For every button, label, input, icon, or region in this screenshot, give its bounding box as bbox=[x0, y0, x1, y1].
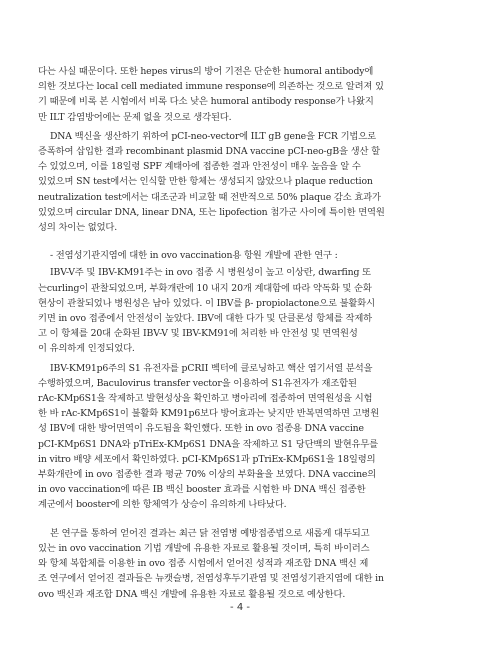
paragraph-ibv-strains bbox=[38, 265, 444, 356]
text-line: neutralization test에서는 대조군과 비교할 때 전반적으로 50% plaque 감소 효과가 bbox=[38, 191, 381, 203]
text-line: 만 ILT 감염방어에는 문제 없을 것으로 생각된다. bbox=[38, 111, 232, 123]
text-line: 성 IBV에 대한 방어면역이 유도됨을 확인했다. 또한 in ovo 접종용 DNA vaccine bbox=[38, 423, 364, 435]
section-heading-text: - 전염성기관지염에 대한 in ovo vaccination용 항원 개발에 관한 연구 : bbox=[50, 250, 338, 262]
text-line: 수행하였으며, Baculovirus transfer vector을 이용하여 S1유전자가 재조합된 bbox=[38, 377, 357, 389]
text-line: 고 이 항체를 20대 순화된 IBV-V 및 IBV-KM91에 처리한 바 안전성 및 면역원성 bbox=[38, 328, 358, 340]
text-line: in vitro 배양 세포에서 확인하였다. pCI-KMp6S1과 pTriEx-KMp6S1을 18일령의 bbox=[38, 453, 376, 465]
text-line: 수 있었으며, 이를 18일령 SPF 계태아에 접종한 결과 안전성이 매우 높음을 알 수 bbox=[38, 161, 361, 173]
paragraph-dna-vaccine bbox=[38, 129, 444, 235]
text-line: 키면 in ovo 접종에서 안전성이 높았다. IBV에 대한 다가 및 단클론성 항체를 작제하 bbox=[38, 313, 372, 325]
text-line: rAc-KMp6S1을 작제하고 발현성상을 확인하고 병아리에 접종하여 면역원성을 시험 bbox=[38, 393, 373, 405]
text-line: 한 바 rAc-KMp6S1이 불활화 KM91p6보다 방어효과는 낮지만 반복면역하면 고병원 bbox=[38, 408, 380, 420]
text-line: in ovo vaccination에 따른 IB 백신 booster 효과를 시험한 바 DNA 백신 접종한 bbox=[38, 484, 366, 496]
text-line: ovo 백신과 재조합 DNA 백신 개발에 유용한 자료로 활용될 것으로 예상한다. bbox=[38, 588, 346, 600]
text-line: 현상이 관찰되었나 병원성은 남아 있었다. 이 IBV를 β- propiolactone으로 불활화시 bbox=[38, 297, 375, 309]
text-line: 다는 사실 때문이다. 또한 hepes virus의 방어 기전은 단순한 humoral antibody에 bbox=[38, 66, 374, 77]
text-line: 있었으며 SN test에서는 인식할 만한 항체는 생성되지 않았으나 plaque reduction bbox=[38, 176, 373, 188]
text-line: 있었으며 circular DNA, linear DNA, 또는 lipofection 첨가군 사이에 특이한 면역원 bbox=[38, 206, 385, 218]
text-line: 의한 것보다는 local cell mediated immune response에 의존하는 것으로 알려져 있 bbox=[38, 81, 384, 93]
text-line: 성의 차이는 없었다. bbox=[38, 222, 118, 234]
text-line: IBV-KM91p6주의 S1 유전자를 pCRII 벡터에 클로닝하고 핵산 염기서열 분석을 bbox=[50, 362, 373, 374]
text-line: 조 연구에서 얻어진 결과들은 뉴캣슬병, 전염성후두기관염 및 전염성기관지염에 대한 in bbox=[38, 573, 384, 585]
text-line: 부화개란에 in ovo 접종한 결과 평균 70% 이상의 부화율을 보였다. DNA vaccine의 bbox=[38, 469, 377, 481]
text-line: 있는 in ovo vaccination 기법 개발에 유용한 자료로 활용될 것이며, 특히 바이러스 bbox=[38, 542, 370, 554]
text-line: 는curling이 관찰되었으며, 부화개란에 10 내지 20개 계대함에 따라 약독화 및 순화 bbox=[38, 282, 372, 294]
text-line: 계군에서 booster에 의한 항체역가 상승이 유의하게 나타났다. bbox=[38, 499, 287, 511]
text-line: IBV-V주 및 IBV-KM91주는 in ovo 접종 시 병원성이 높고 이상란, dwarfing 또 bbox=[50, 267, 371, 279]
text-line: DNA 백신을 생산하기 위하여 pCI-neo-vector에 ILT gB gene을 FCR 기법으로 bbox=[50, 130, 376, 142]
text-line: 증폭하여 삽입한 결과 recombinant plasmid DNA vaccine pCI-neo-gB을 생산 할 bbox=[38, 146, 380, 158]
paragraph-humoral-antibody bbox=[38, 64, 444, 125]
paragraph-conclusion bbox=[38, 526, 444, 602]
page-number: - 4 - bbox=[230, 602, 250, 613]
text-line: 기 때문에 비록 본 시험에서 비록 다소 낮은 humoral antibody response가 나왔지 bbox=[38, 96, 374, 108]
text-line: 이 유의하게 인정되었다. bbox=[38, 343, 135, 355]
text-line: pCI-KMp6S1 DNA와 pTriEx-KMp6S1 DNA을 작제하고 S1 당단백의 발현유무를 bbox=[38, 438, 379, 450]
section-heading bbox=[38, 248, 444, 263]
text-line: 와 항체 복합체를 이용한 in ovo 접종 시험에서 얻어진 성적과 재조합 DNA 백신 제 bbox=[38, 558, 369, 570]
text-line: 본 연구를 통하여 얻어진 결과는 최근 닭 전염병 예방접종법으로 새롭게 대두되고 bbox=[50, 527, 370, 539]
paragraph-s1-gene bbox=[38, 361, 444, 513]
